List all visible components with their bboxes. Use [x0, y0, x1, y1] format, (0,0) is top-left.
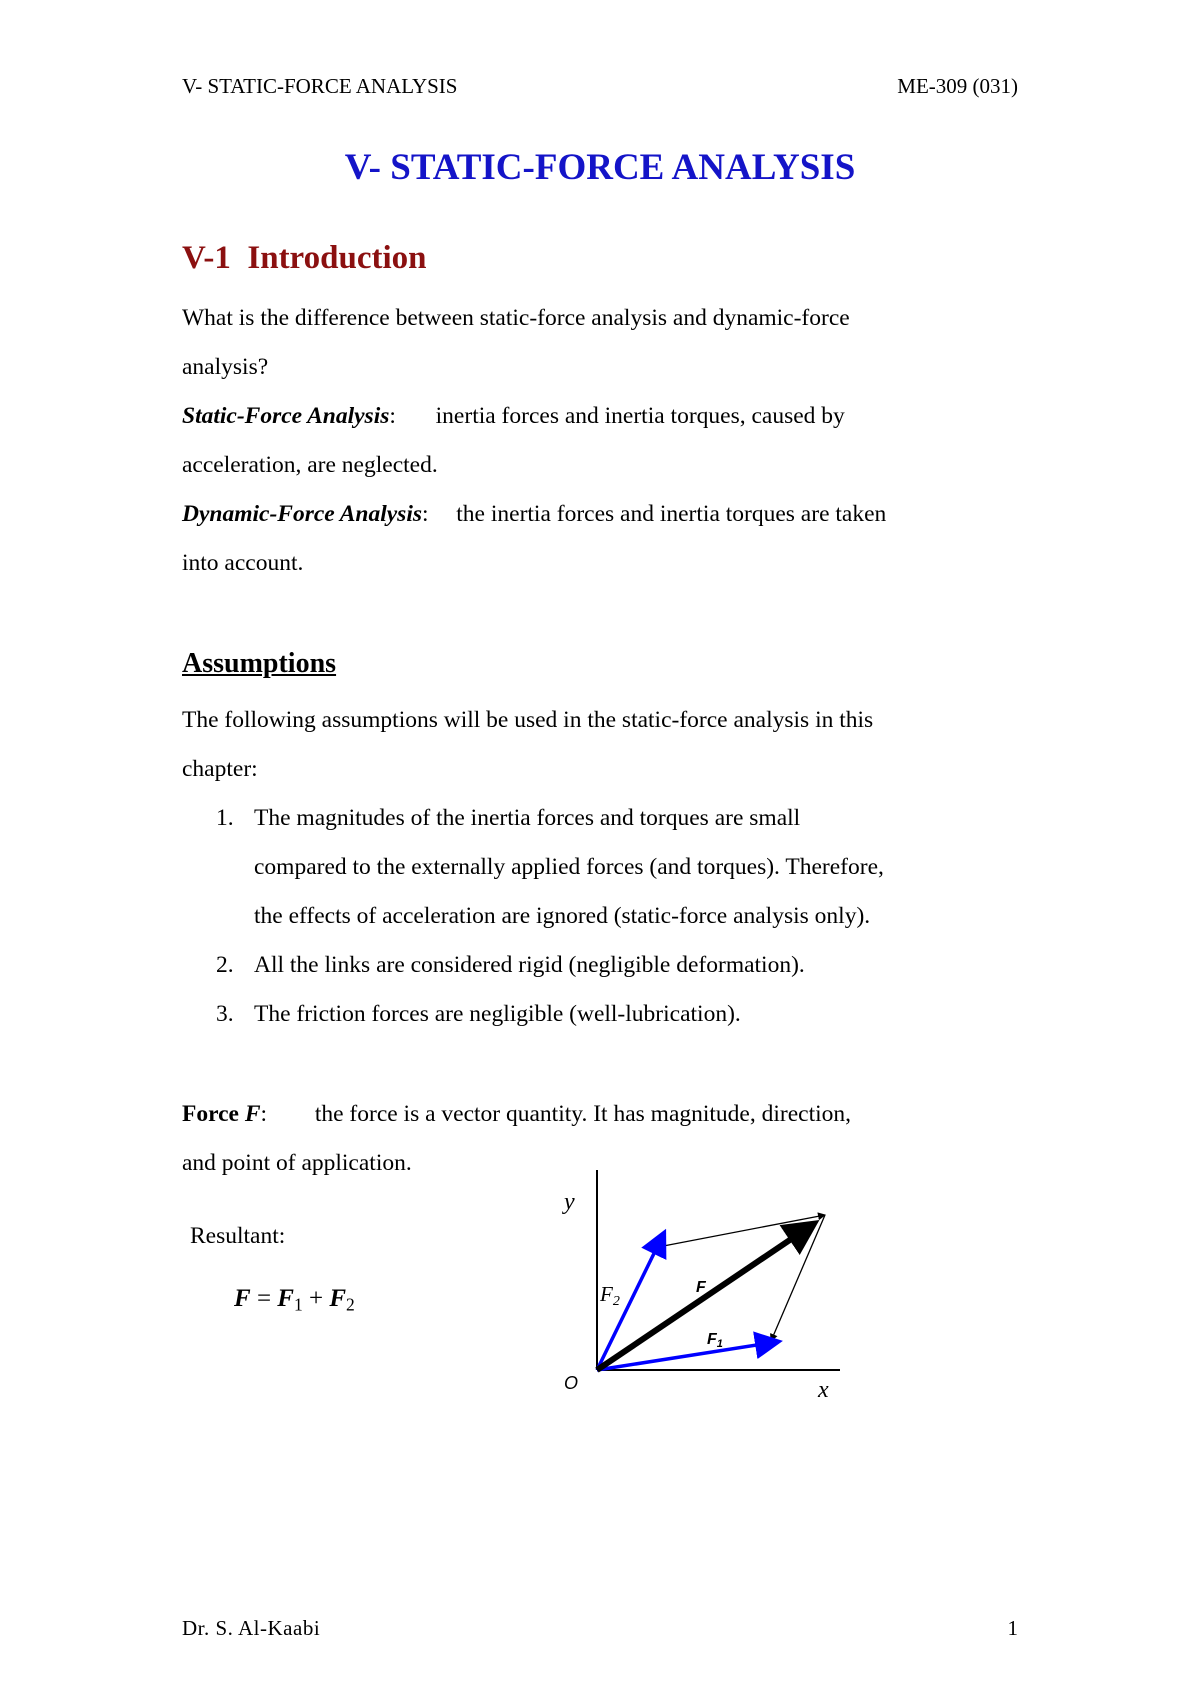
list-item-line: The magnitudes of the inertia forces and torques are small	[254, 805, 801, 831]
label-f2-subscript: 2	[612, 1294, 620, 1309]
axis-label-x: x	[818, 1377, 829, 1403]
page-title: V- STATIC-FORCE ANALYSIS	[344, 147, 856, 188]
vector-resultant	[597, 1225, 812, 1370]
list-item	[216, 990, 1042, 1039]
list-item-number: 3.	[216, 1001, 234, 1027]
list-item-line: All the links are considered rigid (negligible deformation).	[254, 952, 805, 978]
label-f1-subscript: 1	[716, 1338, 723, 1350]
equation-equals: =	[256, 1285, 272, 1312]
label-f: F	[696, 1279, 706, 1296]
force-label: Force	[182, 1101, 239, 1127]
equation-f1: F	[277, 1285, 294, 1312]
intro-question-line-1: What is the difference between static-force analysis and dynamic-force	[182, 305, 850, 331]
resultant-equation	[234, 1285, 355, 1313]
equation-f2: F	[329, 1285, 347, 1312]
assumptions-block	[182, 696, 1042, 1039]
equation-lhs: F	[234, 1285, 251, 1312]
dynamic-definition	[182, 490, 1042, 539]
running-header-right: ME-309 (031)	[897, 74, 1018, 98]
label-f2	[599, 1282, 620, 1309]
origin-label: O	[564, 1373, 579, 1393]
list-item	[216, 941, 1042, 990]
dynamic-term: Dynamic-Force Analysis	[182, 501, 422, 527]
static-def-line-1: inertia forces and inertia torques, caused by	[435, 403, 845, 429]
dynamic-def-line-2: into account.	[182, 550, 304, 576]
force-vector-diagram	[540, 1165, 860, 1410]
section-number: V-1	[182, 240, 231, 276]
list-item-line: the effects of acceleration are ignored (static-force analysis only).	[254, 903, 871, 929]
force-def-line-1: the force is a vector quantity. It has magnitude, direction,	[314, 1101, 852, 1127]
footer-author: Dr. S. Al-Kaabi	[182, 1616, 321, 1640]
assumptions-list	[182, 794, 1042, 1039]
vector-f1	[597, 1342, 776, 1370]
intro-question-line-2: analysis?	[182, 354, 269, 380]
static-term: Static-Force Analysis	[182, 403, 390, 429]
resultant-label: Resultant:	[190, 1223, 286, 1249]
static-definition	[182, 392, 1042, 441]
list-item-number: 2.	[216, 952, 234, 978]
dynamic-colon: :	[422, 501, 429, 527]
axis-label-y: y	[564, 1189, 575, 1215]
label-f1	[707, 1331, 723, 1350]
intro-block	[182, 294, 1042, 588]
list-item-line: compared to the externally applied forces (and torques). Therefore,	[254, 854, 884, 880]
force-def-line-2: and point of application.	[182, 1150, 412, 1176]
list-item-line: The friction forces are negligible (well-lubrication).	[254, 1001, 741, 1027]
force-colon: :	[260, 1101, 268, 1127]
section-title: Introduction	[247, 240, 427, 276]
assumptions-heading: Assumptions	[182, 648, 337, 679]
equation-f2-subscript: 2	[346, 1294, 355, 1315]
assumptions-lead-line-2: chapter:	[182, 756, 258, 782]
list-item	[216, 794, 1042, 843]
static-colon: :	[389, 403, 396, 429]
label-f1-letter: F	[707, 1331, 717, 1348]
section-heading	[182, 240, 426, 277]
label-f2-letter: F	[600, 1282, 613, 1306]
equation-f1-subscript: 1	[293, 1294, 303, 1315]
page-number: 1	[1007, 1616, 1018, 1640]
list-item-number: 1.	[216, 805, 234, 831]
running-header-left: V- STATIC-FORCE ANALYSIS	[182, 74, 458, 98]
dynamic-def-line-1: the inertia forces and inertia torques are taken	[456, 501, 887, 527]
equation-plus: +	[308, 1285, 324, 1312]
force-symbol: F	[244, 1101, 261, 1127]
static-def-line-2: acceleration, are neglected.	[182, 452, 438, 478]
assumptions-lead-line-1: The following assumptions will be used in the static-force analysis in this	[182, 707, 874, 733]
force-definition	[182, 1090, 1042, 1139]
